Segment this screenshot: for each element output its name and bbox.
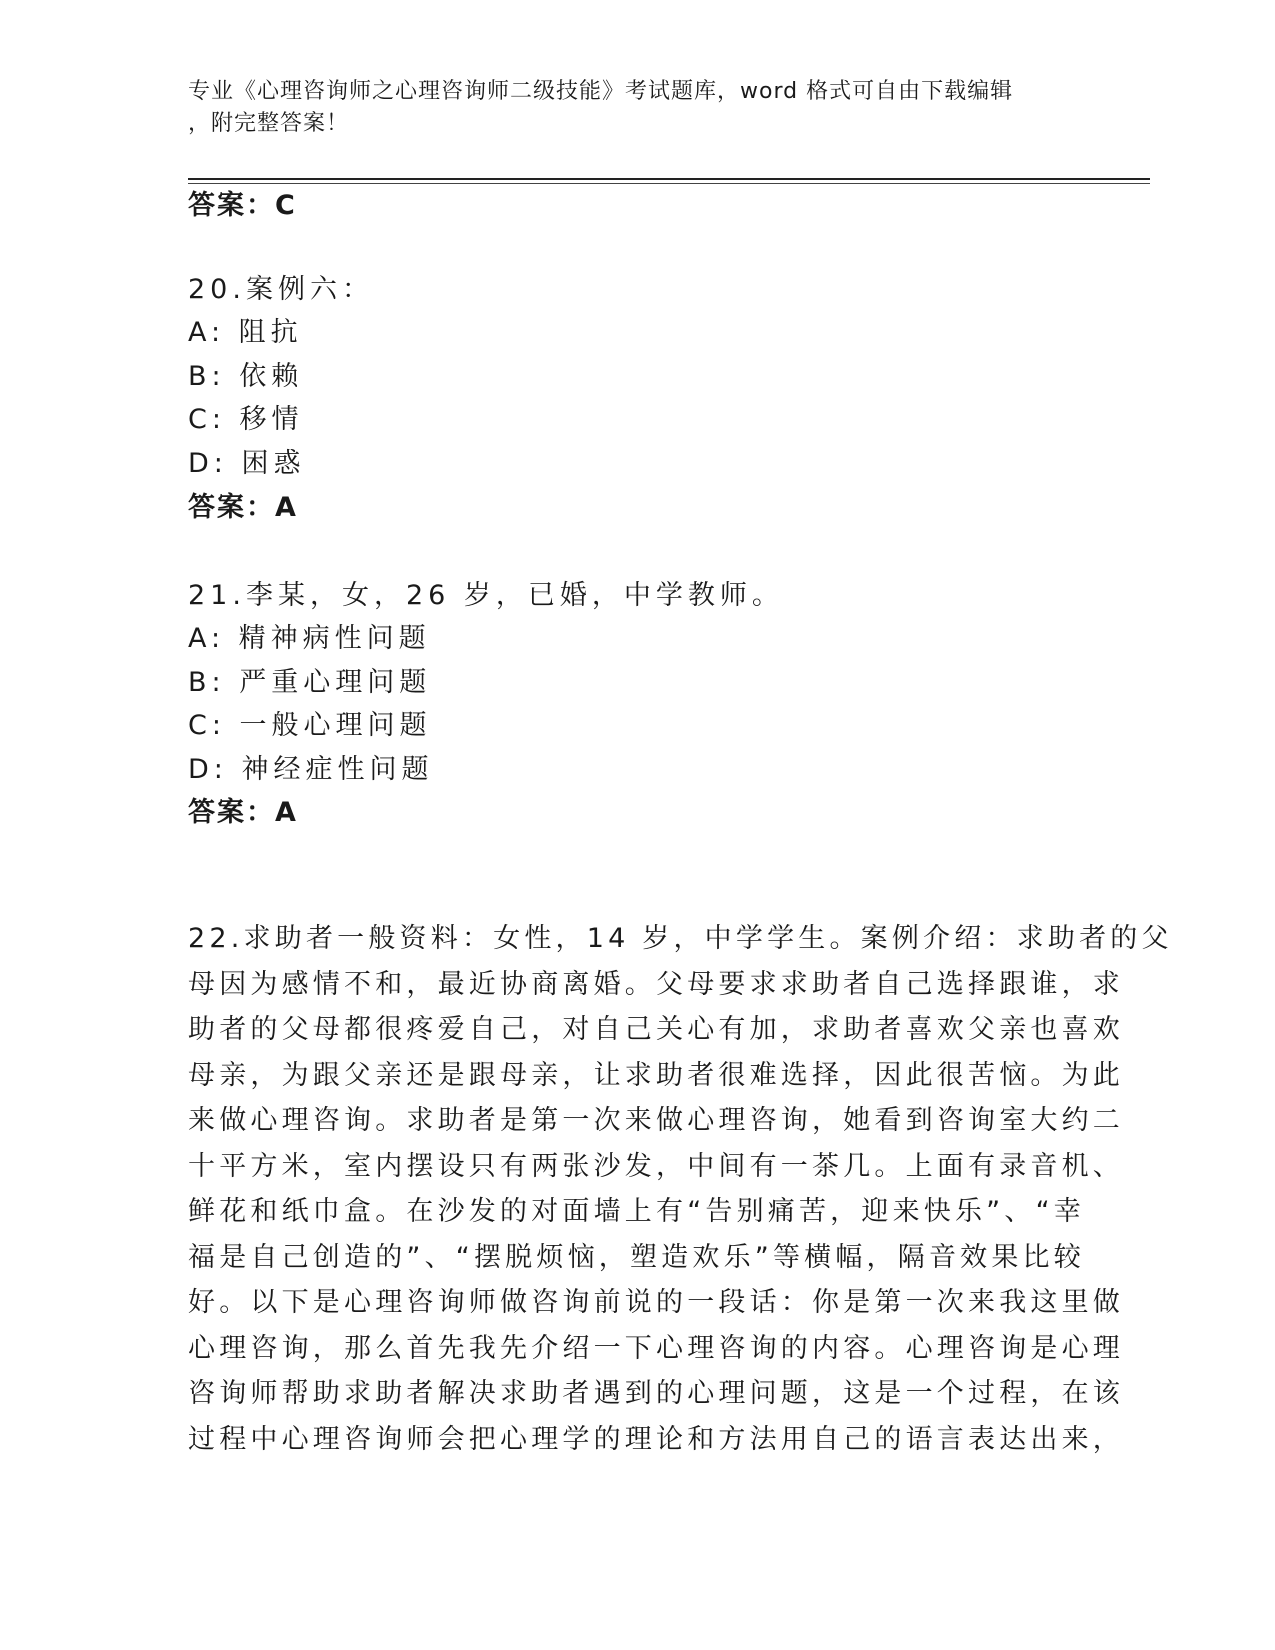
- previous-answer: 答案：C: [188, 190, 297, 221]
- header-line-1: 专业《心理咨询师之心理咨询师二级技能》考试题库，word 格式可自由下载编辑: [188, 79, 1014, 104]
- question-20-option-b: B: 依赖: [188, 361, 304, 392]
- question-22-line: 鲜花和纸巾盒。在沙发的对面墙上有“告别痛苦，迎来快乐”、“幸: [188, 1196, 1085, 1227]
- question-22-line: 十平方米，室内摆设只有两张沙发，中间有一茶几。上面有录音机、: [188, 1150, 1124, 1182]
- question-22-line: 助者的父母都很疼爱自己，对自己关心有加，求助者喜欢父亲也喜欢: [188, 1014, 1124, 1045]
- question-22-line: 来做心理咨询。求助者是第一次来做心理咨询，她看到咨询室大约二: [188, 1105, 1124, 1136]
- question-22-line: 过程中心理咨询师会把心理学的理论和方法用自己的语言表达出来，: [188, 1423, 1124, 1455]
- header-line-2: ，附完整答案！: [188, 111, 350, 136]
- question-20-option-a: A: 阻抗: [188, 317, 303, 348]
- question-22-line: 心理咨询，那么首先我先介绍一下心理咨询的内容。心理咨询是心理: [188, 1332, 1124, 1364]
- question-22-line: 咨询师帮助求助者解决求助者遇到的心理问题，这是一个过程，在该: [188, 1378, 1124, 1409]
- question-22-text: [188, 916, 1173, 1462]
- question-22-line: 22.求助者一般资料：女性，14 岁，中学学生。案例介绍：求助者的父: [188, 923, 1173, 954]
- question-20-answer: 答案：A: [188, 492, 298, 523]
- question-21-title: 21.李某，女，26 岁，已婚，中学教师。: [188, 580, 784, 611]
- document-header: [188, 76, 1068, 140]
- question-20-title: 20.案例六：: [188, 274, 374, 305]
- question-21-option-d: D: 神经症性问题: [188, 754, 434, 785]
- question-21-answer: 答案：A: [188, 797, 298, 828]
- question-22-line: 好。以下是心理咨询师做咨询前说的一段话：你是第一次来我这里做: [188, 1287, 1124, 1318]
- question-21-option-a: A: 精神病性问题: [188, 623, 431, 654]
- question-22-line: 福是自己创造的”、“摆脱烦恼，塑造欢乐”等横幅，隔音效果比较: [188, 1241, 1085, 1273]
- header-divider-thick: [188, 178, 1150, 180]
- question-20-option-d: D: 困惑: [188, 448, 306, 479]
- question-21-option-c: C: 一般心理问题: [188, 710, 432, 741]
- question-22-line: 母因为感情不和，最近协商离婚。父母要求求助者自己选择跟谁，求: [188, 968, 1124, 1000]
- question-21-option-b: B: 严重心理问题: [188, 667, 432, 698]
- question-22-line: 母亲，为跟父亲还是跟母亲，让求助者很难选择，因此很苦恼。为此: [188, 1059, 1124, 1091]
- header-divider-thin: [188, 183, 1150, 184]
- question-20-option-c: C: 移情: [188, 404, 304, 435]
